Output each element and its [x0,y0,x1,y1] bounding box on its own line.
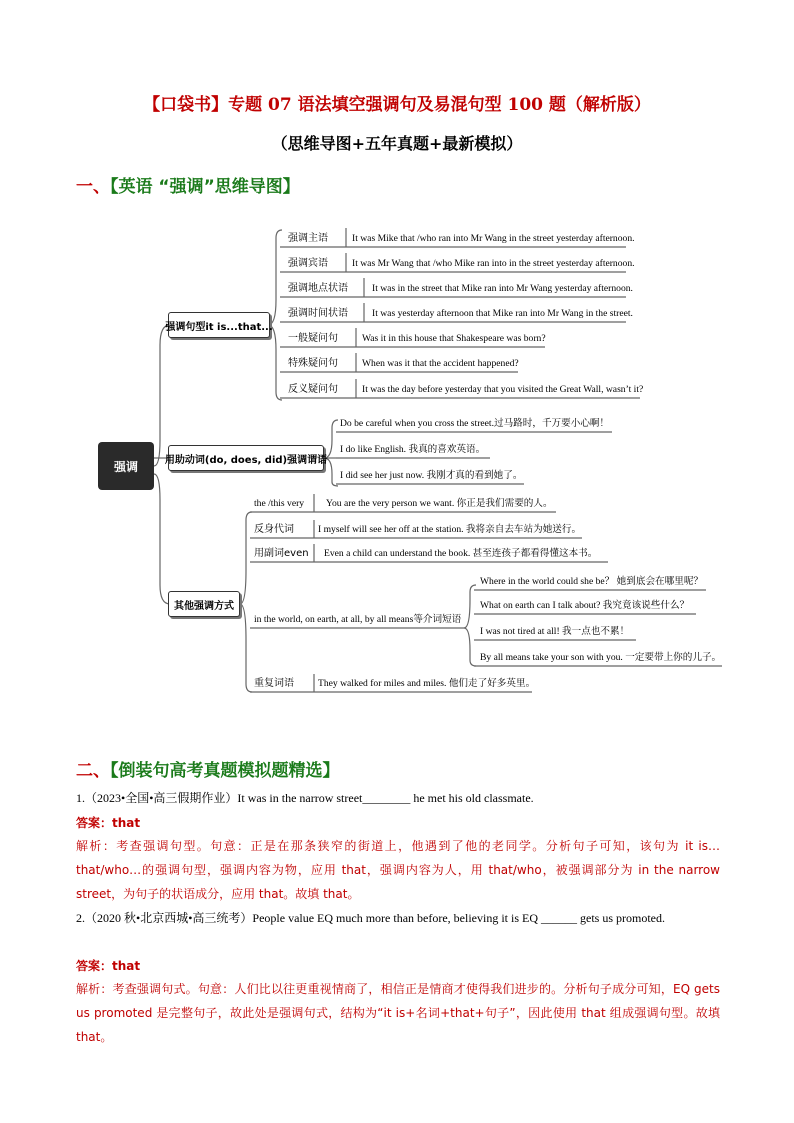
b1-text: It was yesterday afternoon that Mike ran into Mr Wang in the street. [372,308,633,319]
connector-b1-bottom [268,325,282,400]
section-2-prefix: 二、 [76,761,110,781]
b3-sub-text: Where in the world could she be？ 她到底会在哪里呢？ [480,576,704,587]
b2-text: Do be careful when you cross the street.过马路时，千万要小心啊！ [340,418,610,429]
question-answer: 答案：that [76,816,141,830]
b3-tag: 用副词even [254,548,309,559]
b1-tag: 反义疑问句 [288,384,338,395]
b1-tag: 一般疑问句 [288,333,338,344]
b1-text: It was Mike that /who ran into Mr Wang in the street yesterday afternoon. [352,233,635,244]
section-heading-2 [76,756,340,781]
b1-tag: 强调主语 [288,233,328,244]
b1-tag: 强调时间状语 [288,308,348,319]
b1-text: When was it that the accident happened? [362,358,519,369]
question-explanation: 解析：考查强调句型。句意：正是在那条狭窄的街道上，他遇到了他的老同学。分析句子可知，该句为 it is… that/who…的强调句型，强调内容为物，应用 that，强调内容为人，用 that/who，被强调部分为 in the narrow street，为句子的状语成分，应用 that。故填 that。 [76,839,720,901]
b2-text: I did see her just now. 我刚才真的看到她了。 [340,470,523,481]
b3-tag: 反身代词 [254,524,294,535]
b1-tag: 强调宾语 [288,258,328,269]
section-2-title: 【倒装句高考真题模拟题精选】 [110,761,340,781]
branch-other-ways: 其他强调方式 [168,591,240,617]
branch-emphatic-pattern: 强调句型it is...that... [168,312,270,338]
b3-sub-text: I was not tired at all! 我一点也不累！ [480,626,630,637]
b1-tag: 特殊疑问句 [288,358,338,369]
page-subtitle: （思维导图+五年真题+最新模拟） [271,134,523,153]
b1-tag: 强调地点状语 [288,283,348,294]
page-title: 【口袋书】专题 07 语法填空强调句及易混句型 100 题（解析版） [143,95,651,115]
b3-sub-text: By all means take your son with you. 一定要带上你的儿子。 [480,652,722,663]
connector-root-b1 [154,325,170,466]
question-explanation: 解析：考查强调句式。句意：人们比以往更重视情商了，相信正是情商才使得我们进步的。分析句子成分可知，EQ gets us promoted 是完整句子，故此处是强调句式，结构为“it is+名词+that+句子”，因此使用 that 组成强调句型。故填 that。 [76,982,720,1044]
b3-text: They walked for miles and miles. 他们走了好多英里。 [318,678,536,689]
b3-tag: 重复词语 [254,678,294,689]
section-1-title: 【英语 “强调”思维导图】 [110,177,300,197]
b3-tag: the /this very [254,498,305,509]
mindmap-root: 强调 [98,442,154,490]
branch-auxiliary-verb: 用助动词(do, does, did)强调谓语 [168,445,324,471]
b3-sub-text: What on earth can I talk about? 我究竟该说些什么？ [480,600,690,611]
b1-text: Was it in this house that Shakespeare was born? [362,333,546,344]
connector-b3-top [240,512,252,604]
section-1-prefix: 一、 [76,177,110,197]
b1-text: It was the day before yesterday that you visited the Great Wall, wasn’t it? [362,384,644,395]
connector-b3-bottom [240,604,252,692]
b3-tag: in the world, on earth, at all, by all means等介词短语 [254,614,462,625]
question-stem: 2.（2020 秋•北京西城•高三统考）People value EQ much more than before, believing it is EQ ______ gets us promoted. [76,911,665,925]
b1-text: It was Mr Wang that /who Mike ran into in the street yesterday afternoon. [352,258,635,269]
b3-text: I myself will see her off at the station. 我将亲自去车站为她送行。 [318,524,582,535]
question-answer: 答案：that [76,959,141,973]
b1-text: It was in the street that Mike ran into Mr Wang yesterday afternoon. [372,283,633,294]
b3-text: You are the very person we want. 你正是我们需要的人。 [326,498,553,509]
b2-text: I do like English. 我真的喜欢英语。 [340,444,486,455]
question-stem: 1.（2023•全国•高三假期作业）It was in the narrow street________ he met his old classmate. [76,791,534,805]
b3-text: Even a child can understand the book. 甚至连孩子都看得懂这本书。 [324,548,598,559]
connector-root-b3 [154,474,170,604]
connector-b1-top [268,230,282,325]
